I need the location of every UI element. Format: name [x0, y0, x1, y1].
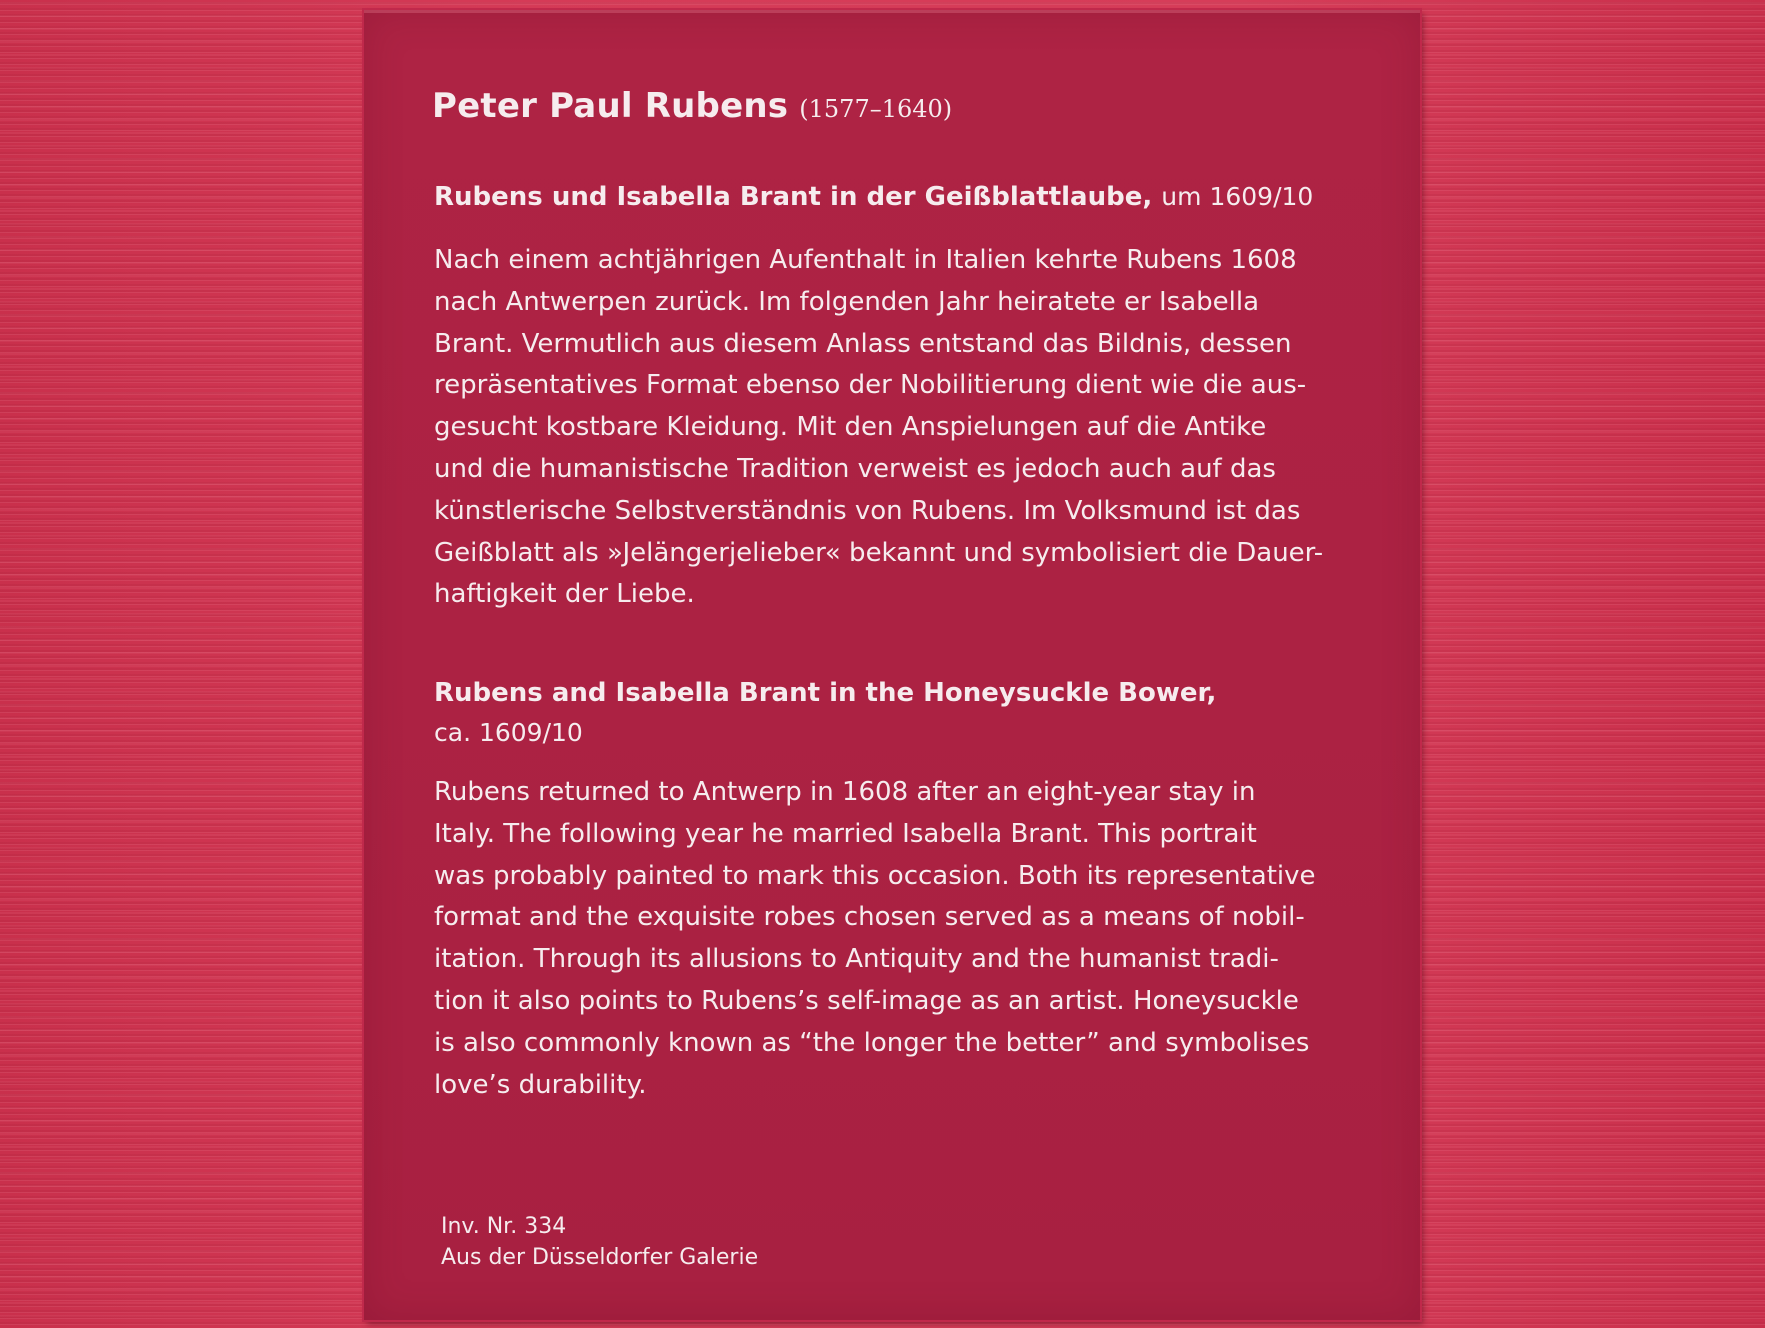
artist-dates: (1577–1640) [799, 95, 953, 123]
german-line: nach Antwerpen zurück. Im folgenden Jahr heiratete er Isabella [434, 286, 1260, 317]
german-work-title: Rubens und Isabella Brant in der Geißblattlaube, [434, 182, 1153, 212]
german-line: und die humanistische Tradition verweist es jedoch auch auf das [434, 453, 1276, 484]
english-line: was probably painted to mark this occasion. Both its representative [434, 860, 1316, 891]
english-date-block [434, 712, 1354, 754]
english-line: Italy. The following year he married Isabella Brant. This portrait [434, 818, 1257, 849]
english-work-date: ca. 1609/10 [434, 718, 583, 747]
english-line: love’s durability. [434, 1069, 647, 1100]
german-line: gesucht kostbare Kleidung. Mit den Anspielungen auf die Antike [434, 412, 1267, 443]
english-description [434, 772, 1354, 1106]
inventory-number: Inv. Nr. 334 [441, 1214, 567, 1239]
german-line: künstlerische Selbstverständnis von Rubens. Im Volksmund ist das [434, 495, 1301, 526]
english-line: tion it also points to Rubens’s self-image as an artist. Honeysuckle [434, 985, 1299, 1016]
artist-name: Peter Paul Rubens [432, 86, 789, 126]
german-description [434, 240, 1354, 616]
artist-heading [432, 86, 952, 126]
german-line: Nach einem achtjährigen Aufenthalt in Italien kehrte Rubens 1608 [434, 245, 1297, 275]
museum-label-plaque [364, 10, 1420, 1320]
german-line: Geißblatt als »Jelängerjelieber« bekannt und symbolisiert die Dauer- [434, 537, 1324, 568]
english-line: is also commonly known as “the longer the better” and symbolises [434, 1027, 1310, 1058]
german-line: haftigkeit der Liebe. [434, 579, 695, 610]
german-work-date: um 1609/10 [1161, 182, 1314, 211]
english-line: itation. Through its allusions to Antiquity and the humanist tradi- [434, 944, 1279, 975]
german-line: repräsentatives Format ebenso der Nobilitierung dient wie die aus- [434, 370, 1307, 401]
english-work-title: Rubens and Isabella Brant in the Honeysuckle Bower, [434, 678, 1217, 708]
english-line: Rubens returned to Antwerp in 1608 after an eight-year stay in [434, 777, 1256, 807]
german-line: Brant. Vermutlich aus diesem Anlass entstand das Bildnis, dessen [434, 328, 1292, 359]
plaque-edge-highlight [364, 10, 1420, 13]
english-line: format and the exquisite robes chosen served as a means of nobil- [434, 902, 1305, 933]
german-title-line [434, 182, 1313, 212]
provenance-note: Aus der Düsseldorfer Galerie [441, 1245, 759, 1270]
